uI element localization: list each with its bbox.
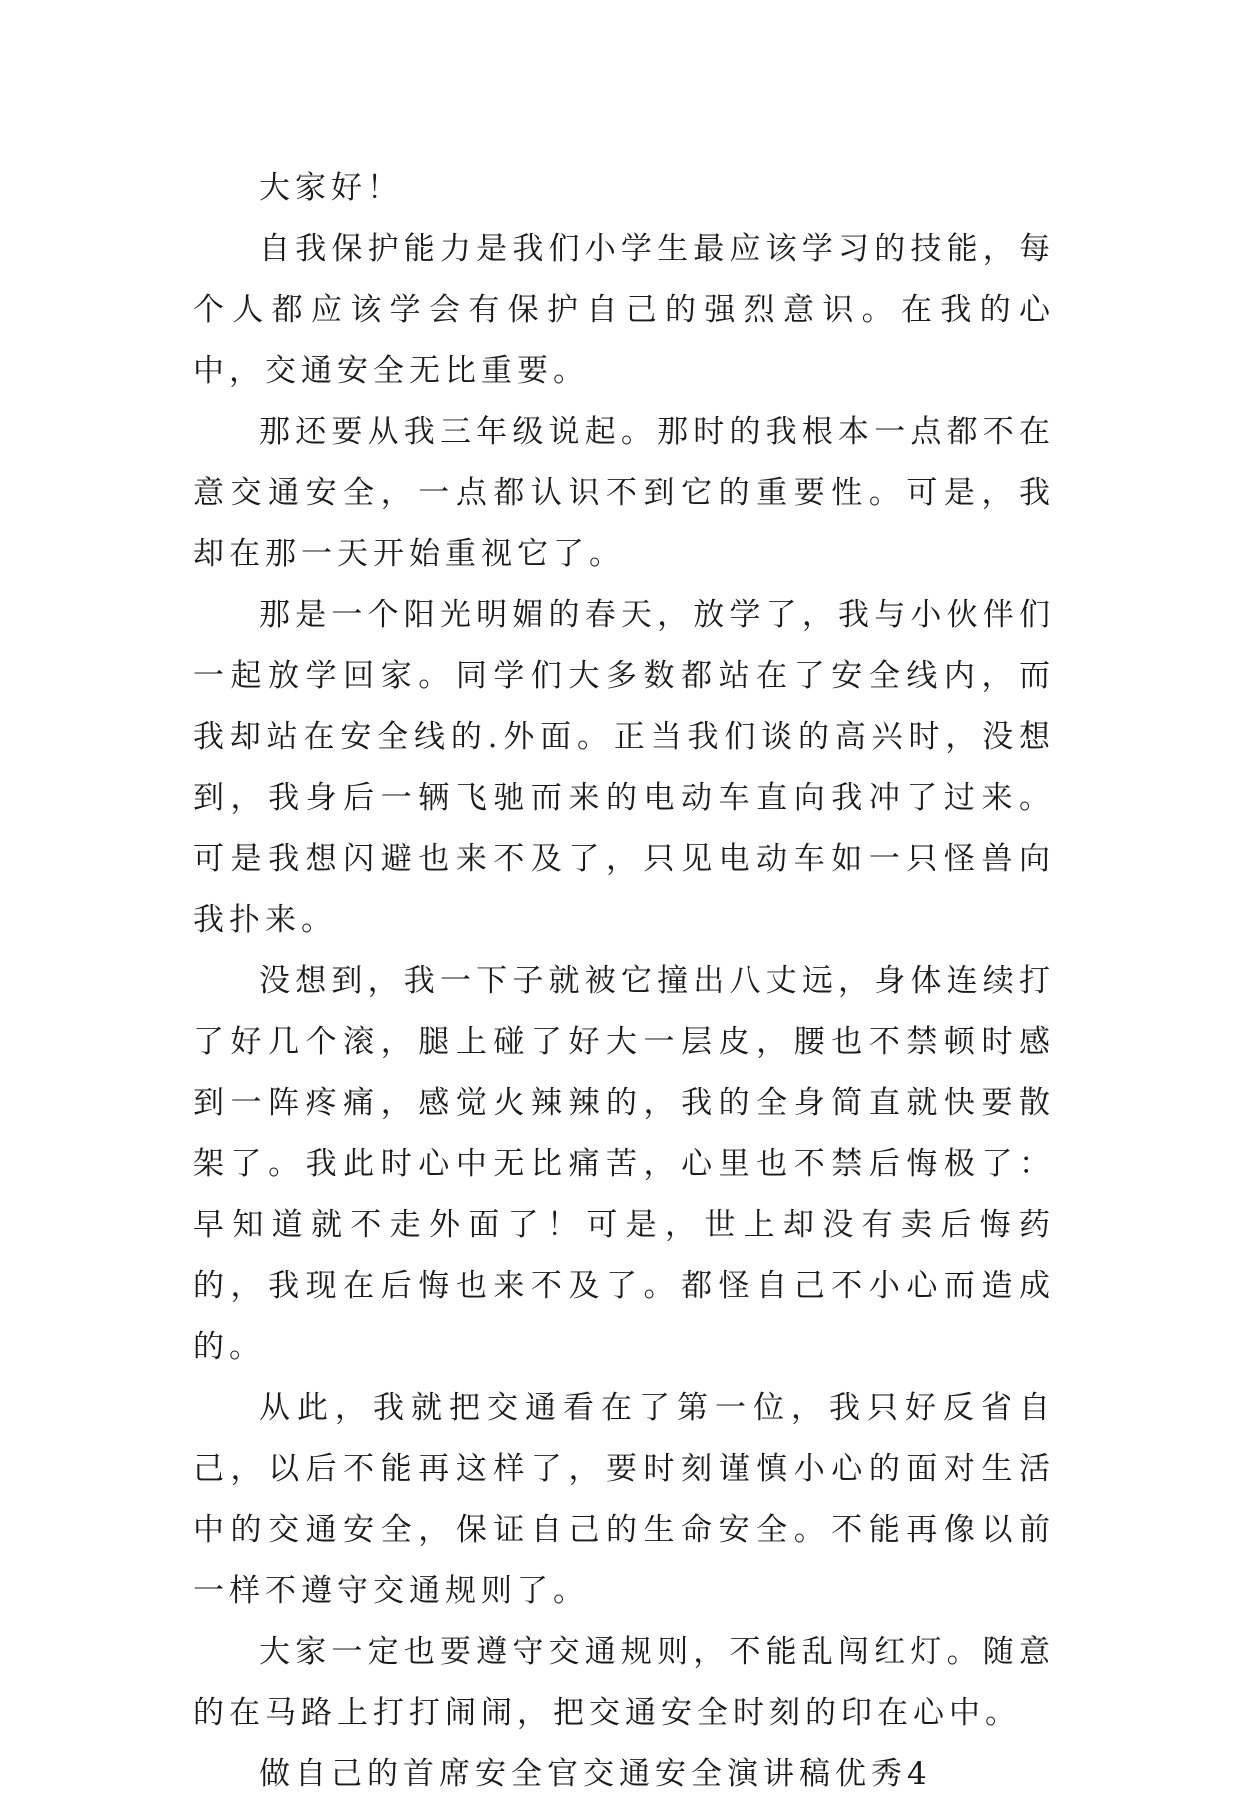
paragraph-call-to-action: 大家一定也要遵守交通规则，不能乱闯红灯。随意的在马路上打打闹闹，把交通安全时刻的印在心中。 (193, 1634, 1055, 1731)
paragraph-spring-day: 那是一个阳光明媚的春天，放学了，我与小伙伴们一起放学回家。同学们大多数都站在了安全线内，而我却站在安全线的.外面。正当我们谈的高兴时，没想到，我身后一辆飞驰而来的电动车直向我冲了过来。可是我想闪避也来不及了，只见电动车如一只怪兽向我扑来。 (193, 597, 1055, 938)
paragraph-greeting: 大家好！ (259, 170, 403, 206)
paragraph-third-grade: 那还要从我三年级说起。那时的我根本一点都不在意交通安全，一点都认识不到它的重要性。可是，我却在那一天开始重视它了。 (193, 414, 1055, 572)
document-body (193, 158, 1055, 1805)
paragraph-self-protection: 自我保护能力是我们小学生最应该学习的技能，每个人都应该学会有保护自己的强烈意识。在我的心中，交通安全无比重要。 (193, 231, 1055, 389)
paragraph-accident: 没想到，我一下子就被它撞出八丈远，身体连续打了好几个滚，腿上碰了好大一层皮，腰也不禁顿时感到一阵疼痛，感觉火辣辣的，我的全身简直就快要散架了。我此时心中无比痛苦，心里也不禁后悔极了：早知道就不走外面了！可是，世上却没有卖后悔药的，我现在后悔也来不及了。都怪自己不小心而造成的。 (193, 963, 1055, 1365)
paragraph-reflection: 从此，我就把交通看在了第一位，我只好反省自己，以后不能再这样了，要时刻谨慎小心的面对生活中的交通安全，保证自己的生命安全。不能再像以前一样不遵守交通规则了。 (193, 1390, 1055, 1609)
section-heading: 做自己的首席安全官交通安全演讲稿优秀4 (259, 1756, 932, 1792)
